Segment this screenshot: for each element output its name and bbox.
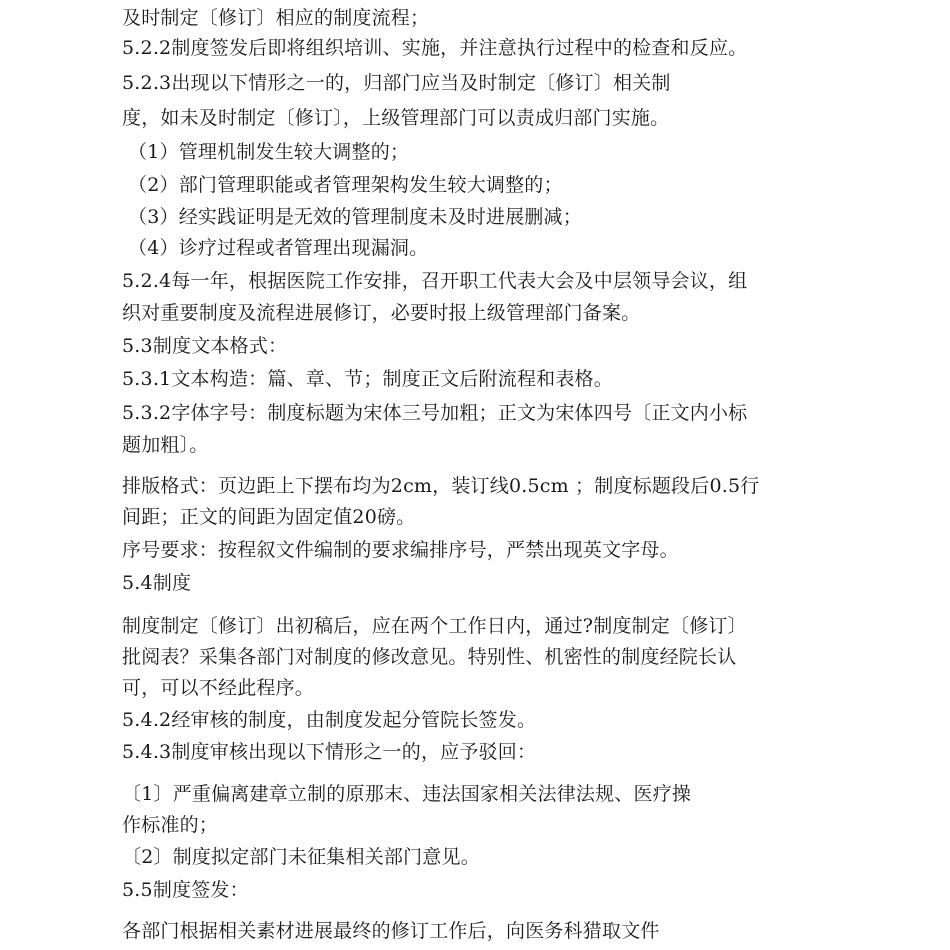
text-line: 序号要求：按程叙文件编制的要求编排序号，严禁出现英文字母。 (122, 539, 679, 561)
text-line: 5.2.2制度签发后即将组织培训、实施，并注意执行过程中的检查和反应。 (122, 37, 748, 59)
section-heading: 5.5制度签发： (122, 879, 249, 901)
text-line: 及时制定〔修订〕相应的制度流程； (122, 7, 430, 29)
section-heading: 5.3制度文本格式： (122, 335, 288, 357)
text-line: 题加粗〕。 (122, 434, 209, 456)
text-line: 5.3.2字体字号：制度标题为宋体三号加粗；正文为宋体四号〔正文内小标 (122, 402, 748, 424)
text-line: 度，如未及时制定〔修订〕，上级管理部门可以责成归部门实施。 (122, 107, 670, 129)
text-line: 织对重要制度及流程进展修订，必要时报上级管理部门备案。 (122, 302, 641, 324)
text-line: 批阅表？采集各部门对制度的修改意见。特别性、机密性的制度经院长认 (122, 646, 737, 668)
text-line: （3）经实践证明是无效的管理制度未及时进展删减； (128, 206, 582, 228)
text-line: 制度制定〔修订〕出初稿后，应在两个工作日内，通过?制度制定〔修订〕 (122, 615, 747, 637)
text-line: 5.4.3制度审核出现以下情形之一的，应予驳回： (122, 741, 537, 763)
text-line: 5.3.1文本构造：篇、章、节；制度正文后附流程和表格。 (122, 368, 613, 390)
text-line: 间距；正文的间距为固定值20磅。 (122, 506, 416, 528)
text-line: 5.4.2经审核的制度，由制度发起分管院长签发。 (122, 709, 537, 731)
text-line: 各部门根据相关素材进展最终的修订工作后，向医务科猎取文件 (122, 920, 660, 942)
text-line: 5.2.3出现以下情形之一的，归部门应当及时制定〔修订〕相关制 (122, 72, 671, 94)
text-line: （2）部门管理职能或者管理架构发生较大调整的； (128, 174, 563, 196)
text-line: 排版格式：页边距上下摆布均为2cm，装订线0.5cm ；制度标题段后0.5行 (122, 475, 760, 497)
text-line: （1）管理机制发生较大调整的； (128, 141, 410, 163)
text-line: （4）诊疗过程或者管理出现漏洞。 (128, 237, 429, 259)
text-line: 作标准的； (122, 814, 219, 836)
text-line: 5.2.4每一年，根据医院工作安排，召开职工代表大会及中层领导会议，组 (122, 270, 748, 292)
text-line: 可，可以不经此程序。 (122, 677, 315, 699)
section-heading: 5.4制度 (122, 572, 192, 594)
text-line: 〔1〕严重偏离建章立制的原那末、违法国家相关法律法规、医疗操 (122, 783, 692, 805)
text-line: 〔2〕制度拟定部门未征集相关部门意见。 (122, 846, 480, 868)
